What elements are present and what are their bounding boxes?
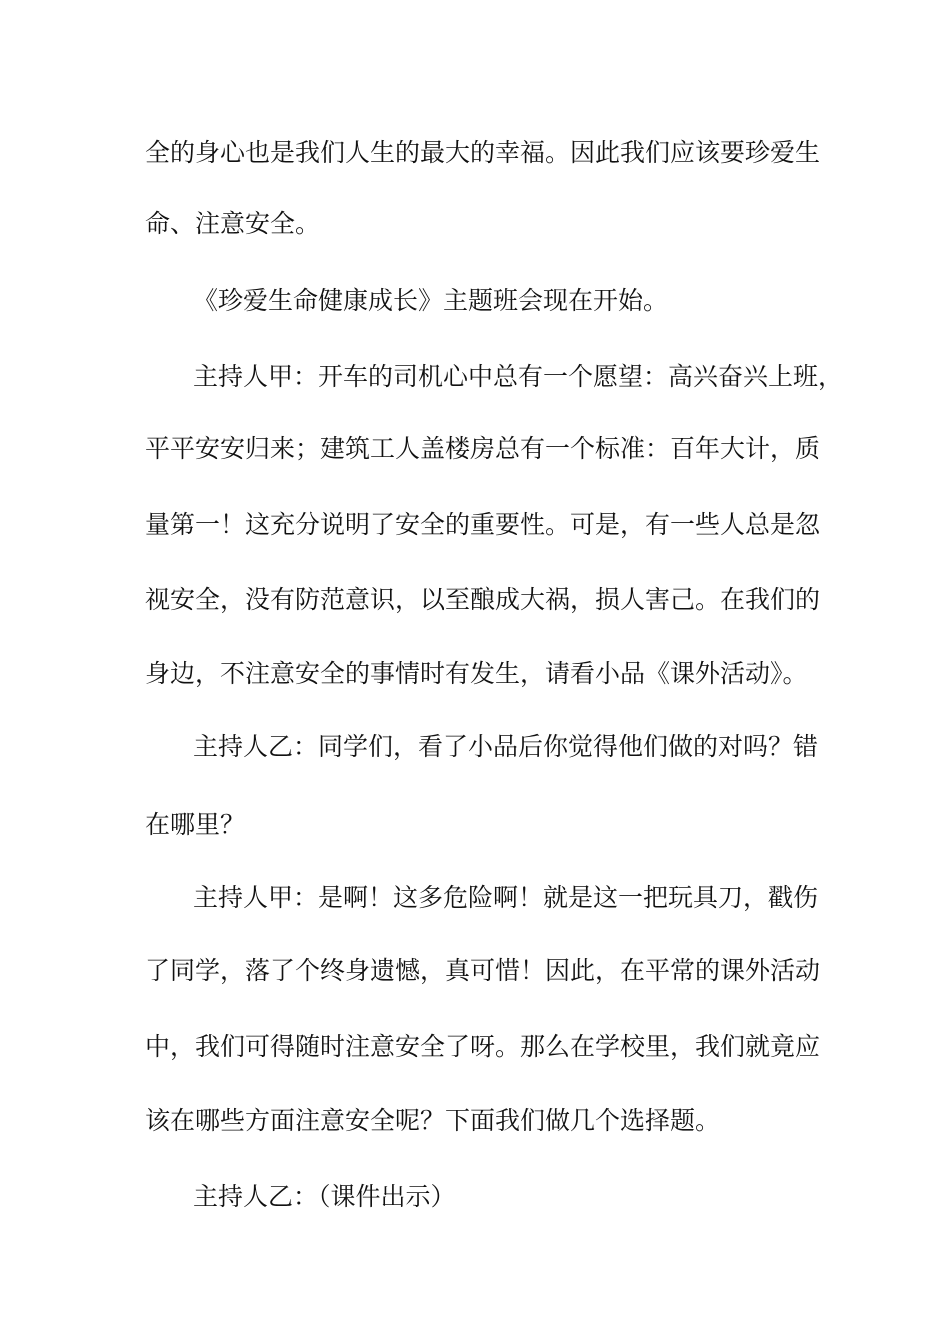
text-line: 命、注意安全。 [145,209,321,238]
paragraph-line: 《珍爱生命健康成长》主题班会现在开始。 [193,286,669,315]
text-line: 在哪里？ [145,810,246,839]
text-line: 中，我们可得随时注意安全了呀。那么在学校里，我们就竟应 [145,1032,821,1061]
text-line: 该在哪些方面注意安全呢？下面我们做几个选择题。 [145,1106,721,1135]
text-line: 量第一！这充分说明了安全的重要性。可是，有一些人总是忽 [145,510,821,539]
text-line: 身边，不注意安全的事情时有发生，请看小品《课外活动》。 [145,659,808,688]
text-line: 了同学，落了个终身遗憾，真可惜！因此，在平常的课外活动 [145,956,821,985]
paragraph-line: 主持人甲：是啊！这多危险啊！就是这一把玩具刀，戳伤 [193,883,819,912]
text-line: 平平安安归来；建筑工人盖楼房总有一个标准：百年大计，质 [145,434,821,463]
paragraph-line: 主持人甲：开车的司机心中总有一个愿望：高兴奋兴上班， [193,362,844,391]
text-line: 全的身心也是我们人生的最大的幸福。因此我们应该要珍爱生 [145,138,821,167]
text-line: 视安全，没有防范意识，以至酿成大祸，损人害己。在我们的 [145,585,821,614]
paragraph-line: 主持人乙：同学们，看了小品后你觉得他们做的对吗？错 [193,732,819,761]
paragraph-line: 主持人乙：（课件出示） [193,1182,456,1211]
